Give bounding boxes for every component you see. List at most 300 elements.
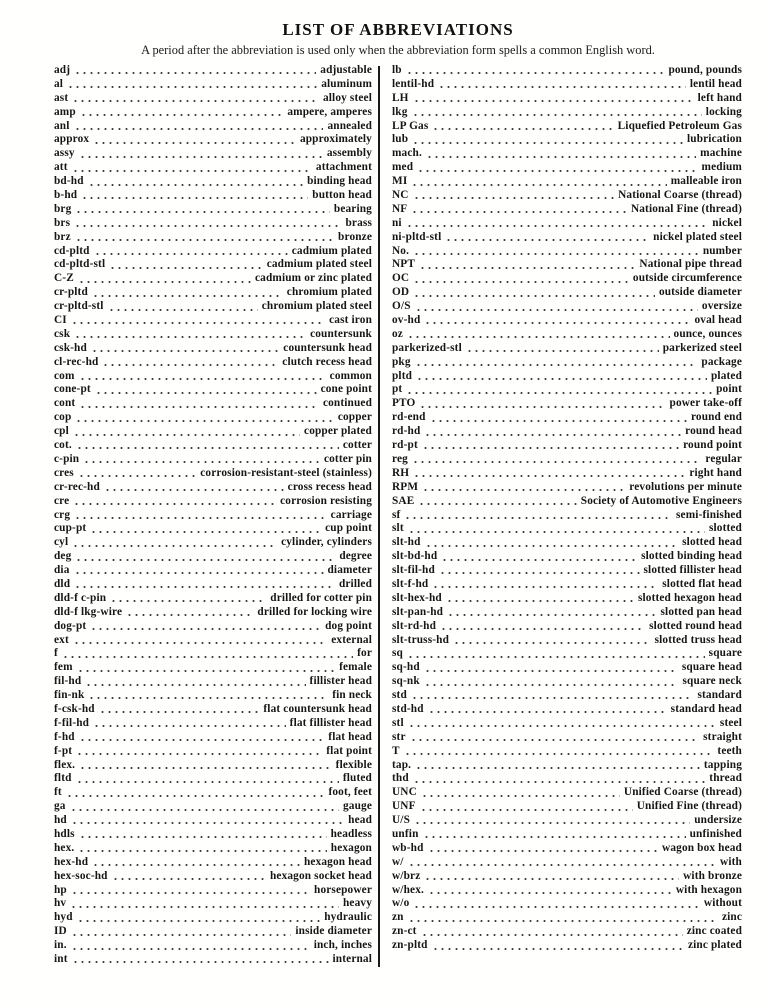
dot-leader [422, 481, 625, 495]
abbreviation-row [54, 745, 372, 759]
dot-leader [71, 925, 292, 939]
abbreviation-meaning: with hexagon [675, 883, 742, 896]
abbreviation-meaning: drilled [338, 577, 372, 590]
dot-leader [76, 439, 339, 453]
abbreviation-row [392, 78, 742, 92]
abbreviation-meaning: cast iron [329, 314, 372, 327]
abbreviation-columns [54, 64, 742, 967]
abbreviation-meaning: common [329, 369, 372, 382]
abbreviation-meaning: square neck [682, 675, 742, 688]
abbreviation-meaning: flat countersunk head [263, 702, 372, 715]
abbreviation-row [392, 675, 742, 689]
abbreviation-row [392, 383, 742, 397]
abbreviation-term: w/ [392, 855, 404, 868]
abbreviation-row [54, 606, 372, 620]
abbreviation-row [392, 467, 742, 481]
abbreviation-row [392, 272, 742, 286]
dot-leader [420, 800, 633, 814]
abbreviation-term: b-hd [54, 189, 78, 202]
abbreviation-term: w/hex. [392, 883, 424, 896]
dot-leader [74, 217, 341, 231]
dot-leader [407, 647, 705, 661]
abbreviation-meaning: oversize [701, 300, 742, 313]
abbreviation-term: bd-hd [54, 175, 84, 188]
abbreviation-row [54, 828, 372, 842]
abbreviation-term: cup-pt [54, 522, 87, 535]
abbreviation-meaning: slotted hexagon head [637, 591, 742, 604]
abbreviation-meaning: zinc plated [687, 939, 742, 952]
dot-leader [78, 842, 326, 856]
abbreviation-meaning: external [331, 633, 372, 646]
abbreviation-row [54, 411, 372, 425]
abbreviation-term: std-hd [392, 702, 424, 715]
abbreviation-row [392, 939, 742, 953]
abbreviation-row [54, 717, 372, 731]
abbreviation-meaning: machine [700, 147, 742, 160]
abbreviation-meaning: point [716, 383, 742, 396]
abbreviation-term: pkg [392, 355, 411, 368]
abbreviation-term: rd-end [392, 411, 426, 424]
abbreviation-term: lentil-hd [392, 77, 435, 90]
abbreviation-row [54, 495, 372, 509]
dot-leader [411, 203, 627, 217]
dot-leader [430, 411, 687, 425]
abbreviation-term: U/S [392, 814, 411, 827]
dot-leader [432, 939, 684, 953]
abbreviation-term: dia [54, 564, 70, 577]
abbreviation-term: slt-hd [392, 536, 421, 549]
abbreviation-row [54, 342, 372, 356]
abbreviation-meaning: slotted pan head [660, 605, 742, 618]
abbreviation-meaning: left hand [697, 91, 742, 104]
abbreviation-meaning: Liquefied Petroleum Gas [617, 119, 742, 132]
abbreviation-term: tap. [392, 758, 412, 771]
abbreviation-row [392, 133, 742, 147]
abbreviation-meaning: hydraulic [324, 911, 372, 924]
dot-leader [75, 550, 335, 564]
dot-leader [446, 592, 634, 606]
abbreviation-meaning: cross recess head [287, 480, 372, 493]
abbreviation-meaning: thread [709, 772, 742, 785]
abbreviation-term: cop [54, 411, 72, 424]
abbreviation-meaning: Unified Fine (thread) [636, 800, 742, 813]
abbreviation-term: slt-bd-hd [392, 550, 438, 563]
abbreviation-term: amp [54, 105, 76, 118]
abbreviation-term: RPM [392, 480, 419, 493]
abbreviation-term: ni [392, 216, 402, 229]
abbreviation-term: NPT [392, 258, 416, 271]
abbreviation-term: PTO [392, 397, 416, 410]
abbreviation-term: cont [54, 397, 76, 410]
abbreviation-meaning: National Coarse (thread) [618, 189, 742, 202]
abbreviation-term: parkerized-stl [392, 341, 462, 354]
abbreviation-row [54, 564, 372, 578]
abbreviation-term: al [54, 77, 64, 90]
dot-leader [110, 592, 266, 606]
abbreviation-meaning: steel [719, 716, 742, 729]
abbreviation-meaning: Unified Coarse (thread) [623, 786, 742, 799]
dot-leader [428, 884, 672, 898]
abbreviation-term: f-fil-hd [54, 716, 90, 729]
abbreviation-row [54, 175, 372, 189]
abbreviation-row [392, 592, 742, 606]
abbreviation-meaning: heavy [343, 897, 372, 910]
abbreviation-row [54, 953, 372, 967]
abbreviation-row [54, 759, 372, 773]
abbreviation-term: lub [392, 133, 409, 146]
abbreviation-meaning: pound, pounds [668, 64, 742, 76]
dot-leader [413, 92, 694, 106]
abbreviation-term: LH [392, 91, 409, 104]
abbreviation-meaning: square head [681, 661, 742, 674]
abbreviation-term: med [392, 161, 414, 174]
abbreviation-term: w/brz [392, 869, 421, 882]
dot-leader [71, 884, 310, 898]
abbreviation-term: dog-pt [54, 619, 87, 632]
abbreviation-term: unfin [392, 827, 419, 840]
dot-leader [413, 245, 699, 259]
abbreviation-row [392, 439, 742, 453]
abbreviation-meaning: teeth [717, 744, 742, 757]
abbreviation-row [392, 647, 742, 661]
page-subtitle: A period after the abbreviation is used only when the abbreviation form spells a common English word. [141, 43, 655, 57]
abbreviation-row [392, 703, 742, 717]
dot-leader [79, 759, 332, 773]
dot-leader [408, 911, 718, 925]
abbreviation-meaning: malleable iron [670, 175, 742, 188]
abbreviation-row [392, 814, 742, 828]
abbreviation-row [54, 870, 372, 884]
abbreviation-row [54, 439, 372, 453]
abbreviation-row [54, 425, 372, 439]
abbreviation-term: ID [54, 925, 67, 938]
abbreviation-row [392, 564, 742, 578]
abbreviation-meaning: continued [322, 397, 372, 410]
abbreviation-meaning: zinc [721, 911, 742, 924]
dot-leader [426, 147, 696, 161]
abbreviation-meaning: nickel [712, 216, 742, 229]
abbreviation-term: slt-fil-hd [392, 564, 435, 577]
abbreviation-meaning: round point [683, 439, 742, 452]
abbreviation-row [54, 620, 372, 634]
abbreviation-row [54, 106, 372, 120]
abbreviation-term: RH [392, 466, 410, 479]
abbreviation-term: sq-hd [392, 661, 420, 674]
abbreviation-row [54, 300, 372, 314]
abbreviation-row [392, 578, 742, 592]
abbreviation-term: thd [392, 772, 409, 785]
abbreviation-term: CI [54, 314, 67, 327]
dot-leader [72, 536, 277, 550]
abbreviation-term: lkg [392, 105, 408, 118]
abbreviation-term: crg [54, 508, 71, 521]
abbreviation-meaning: inch, inches [313, 939, 372, 952]
dot-leader [73, 425, 300, 439]
dot-leader [70, 897, 339, 911]
abbreviation-row [392, 370, 742, 384]
abbreviation-row [54, 314, 372, 328]
dot-leader [417, 161, 697, 175]
abbreviation-meaning: gauge [343, 800, 372, 813]
dot-leader [67, 78, 317, 92]
dot-leader [413, 897, 700, 911]
abbreviation-meaning: head [348, 814, 372, 827]
abbreviation-row [392, 231, 742, 245]
dot-leader [74, 564, 324, 578]
dot-leader [74, 578, 335, 592]
dot-leader [413, 286, 655, 300]
dot-leader [70, 800, 339, 814]
dot-leader [408, 856, 716, 870]
abbreviation-term: slt-rd-hd [392, 619, 437, 632]
dot-leader [90, 522, 321, 536]
abbreviation-term: cot. [54, 439, 72, 452]
abbreviation-row [54, 814, 372, 828]
abbreviation-meaning: with [720, 855, 742, 868]
dot-leader [72, 92, 319, 106]
dot-leader [75, 203, 330, 217]
abbreviation-row [392, 606, 742, 620]
abbreviation-term: ast [54, 91, 69, 104]
abbreviation-row [54, 731, 372, 745]
abbreviation-term: anl [54, 119, 70, 132]
abbreviation-row [392, 522, 742, 536]
dot-leader [424, 425, 681, 439]
abbreviation-row [392, 356, 742, 370]
dot-leader [104, 481, 284, 495]
abbreviation-meaning: cadmium plated steel [266, 258, 372, 271]
abbreviation-meaning: internal [332, 953, 372, 965]
abbreviation-meaning: chromium plated [286, 286, 372, 299]
abbreviation-term: zn-ct [392, 925, 417, 938]
abbreviation-term: f-pt [54, 744, 73, 757]
abbreviation-row [392, 717, 742, 731]
abbreviation-term: str [392, 730, 406, 743]
dot-leader [406, 64, 665, 78]
abbreviation-row [54, 92, 372, 106]
abbreviation-row [54, 203, 372, 217]
abbreviation-meaning: lentil head [689, 77, 742, 90]
abbreviation-term: pt [392, 383, 403, 396]
abbreviation-meaning: copper [337, 411, 372, 424]
abbreviation-row [392, 911, 742, 925]
abbreviation-term: slt [392, 522, 404, 535]
dot-leader [94, 245, 288, 259]
abbreviation-term: pltd [392, 369, 413, 382]
abbreviation-row [392, 397, 742, 411]
abbreviation-meaning: for [357, 647, 372, 660]
dot-leader [412, 453, 701, 467]
abbreviation-term: hex-hd [54, 855, 89, 868]
abbreviation-term: hp [54, 883, 67, 896]
dot-leader [77, 911, 321, 925]
abbreviation-row [54, 536, 372, 550]
abbreviation-term: cone-pt [54, 383, 91, 396]
abbreviation-row [54, 634, 372, 648]
abbreviation-row [392, 731, 742, 745]
dot-leader [66, 786, 325, 800]
abbreviation-term: f [54, 647, 58, 660]
abbreviation-row [54, 467, 372, 481]
abbreviation-row [392, 411, 742, 425]
abbreviation-meaning: countersunk head [283, 341, 372, 354]
abbreviation-term: cr-pltd-stl [54, 300, 104, 313]
abbreviation-meaning: cadmium or zinc plated [255, 272, 372, 285]
abbreviation-row [54, 356, 372, 370]
abbreviation-term: cd-pltd-stl [54, 258, 106, 271]
abbreviation-row [392, 300, 742, 314]
right-column [380, 64, 742, 967]
dot-leader [72, 161, 312, 175]
abbreviation-term: UNC [392, 786, 417, 799]
abbreviation-term: cres [54, 466, 74, 479]
abbreviation-term: std [392, 689, 407, 702]
dot-leader [413, 772, 706, 786]
dot-leader [74, 509, 327, 523]
abbreviation-term: reg [392, 452, 408, 465]
abbreviation-row [54, 328, 372, 342]
dot-leader [407, 328, 670, 342]
abbreviation-term: SAE [392, 494, 415, 507]
dot-leader [108, 300, 258, 314]
dot-leader [408, 522, 705, 536]
abbreviation-meaning: horsepower [314, 883, 372, 896]
abbreviation-term: slt-f-hd [392, 577, 429, 590]
abbreviation-meaning: cotter pin [323, 452, 372, 465]
dot-leader [411, 175, 666, 189]
abbreviation-term: hyd [54, 911, 73, 924]
abbreviation-meaning: plated [710, 369, 742, 382]
abbreviation-term: oz [392, 327, 403, 340]
abbreviation-row [54, 147, 372, 161]
abbreviation-meaning: alloy steel [322, 91, 372, 104]
abbreviation-term: zn [392, 911, 404, 924]
abbreviation-term: brs [54, 216, 71, 229]
abbreviation-term: NF [392, 202, 408, 215]
abbreviation-row [392, 786, 742, 800]
abbreviation-term: adj [54, 64, 71, 76]
abbreviation-meaning: without [703, 897, 742, 910]
dot-leader [88, 689, 328, 703]
abbreviation-meaning: chromium plated steel [261, 300, 372, 313]
abbreviation-term: dld-f c-pin [54, 591, 107, 604]
abbreviation-row [54, 897, 372, 911]
dot-leader [79, 731, 325, 745]
dot-leader [445, 231, 649, 245]
abbreviation-row [54, 509, 372, 523]
abbreviation-meaning: bearing [333, 202, 372, 215]
dot-leader [432, 578, 658, 592]
dot-leader [99, 703, 260, 717]
abbreviation-meaning: female [339, 661, 372, 674]
abbreviation-term: int [54, 953, 68, 965]
abbreviation-row [392, 634, 742, 648]
abbreviation-meaning: round end [690, 411, 742, 424]
dot-leader [72, 953, 329, 967]
abbreviation-row [392, 328, 742, 342]
abbreviation-meaning: bronze [338, 230, 372, 243]
abbreviation-row [392, 245, 742, 259]
abbreviation-term: dld-f lkg-wire [54, 605, 123, 618]
abbreviation-term: sq [392, 647, 403, 660]
abbreviation-row [54, 578, 372, 592]
abbreviation-meaning: slotted [708, 522, 742, 535]
abbreviation-row [392, 509, 742, 523]
abbreviation-meaning: inside diameter [295, 925, 372, 938]
dot-leader [428, 842, 659, 856]
abbreviation-term: hex-soc-hd [54, 869, 108, 882]
abbreviation-row [54, 481, 372, 495]
abbreviation-row [54, 64, 372, 78]
abbreviation-meaning: revolutions per minute [629, 480, 742, 493]
abbreviation-row [392, 189, 742, 203]
abbreviation-meaning: outside circumference [632, 272, 742, 285]
abbreviation-row [54, 383, 372, 397]
abbreviation-meaning: tapping [703, 758, 742, 771]
abbreviation-row [392, 217, 742, 231]
abbreviation-meaning: fillister head [309, 675, 372, 688]
abbreviation-row [392, 925, 742, 939]
abbreviation-row [54, 800, 372, 814]
abbreviation-meaning: standard head [670, 702, 742, 715]
abbreviation-meaning: square [708, 647, 742, 660]
abbreviation-row [54, 772, 372, 786]
abbreviation-row [54, 550, 372, 564]
abbreviation-meaning: cone point [320, 383, 372, 396]
abbreviation-row [54, 842, 372, 856]
abbreviation-meaning: slotted round head [649, 619, 742, 632]
abbreviation-row [54, 592, 372, 606]
abbreviation-row [54, 661, 372, 675]
abbreviation-term: assy [54, 147, 75, 160]
dot-leader [73, 634, 327, 648]
abbreviation-row [54, 453, 372, 467]
abbreviation-term: ft [54, 786, 62, 799]
abbreviation-row [392, 258, 742, 272]
dot-leader [74, 120, 324, 134]
abbreviation-term: com [54, 369, 75, 382]
abbreviation-meaning: Society of Automotive Engineers [580, 494, 742, 507]
dot-leader [75, 231, 334, 245]
dot-leader [88, 175, 303, 189]
abbreviation-term: csk-hd [54, 341, 87, 354]
abbreviation-meaning: medium [701, 161, 742, 174]
dot-leader [424, 661, 678, 675]
dot-leader [92, 286, 283, 300]
abbreviation-meaning: parkerized steel [662, 341, 742, 354]
dot-leader [424, 870, 679, 884]
abbreviation-meaning: cup point [325, 522, 372, 535]
abbreviation-meaning: fin neck [332, 689, 372, 702]
abbreviation-row [54, 272, 372, 286]
abbreviation-meaning: drilled for cotter pin [270, 591, 372, 604]
dot-leader [418, 495, 576, 509]
dot-leader [406, 217, 708, 231]
page-title: LIST OF ABBREVIATIONS [282, 20, 514, 39]
dot-leader [441, 550, 637, 564]
abbreviation-meaning: flat fillister head [289, 716, 372, 729]
abbreviation-row [54, 120, 372, 134]
abbreviation-term: slt-hex-hd [392, 591, 442, 604]
abbreviation-term: wb-hd [392, 841, 424, 854]
dot-leader [413, 189, 614, 203]
dot-leader [413, 467, 685, 481]
abbreviation-row [392, 120, 742, 134]
abbreviation-row [392, 147, 742, 161]
abbreviation-meaning: headless [330, 827, 372, 840]
abbreviation-row [54, 189, 372, 203]
abbreviation-row [54, 258, 372, 272]
